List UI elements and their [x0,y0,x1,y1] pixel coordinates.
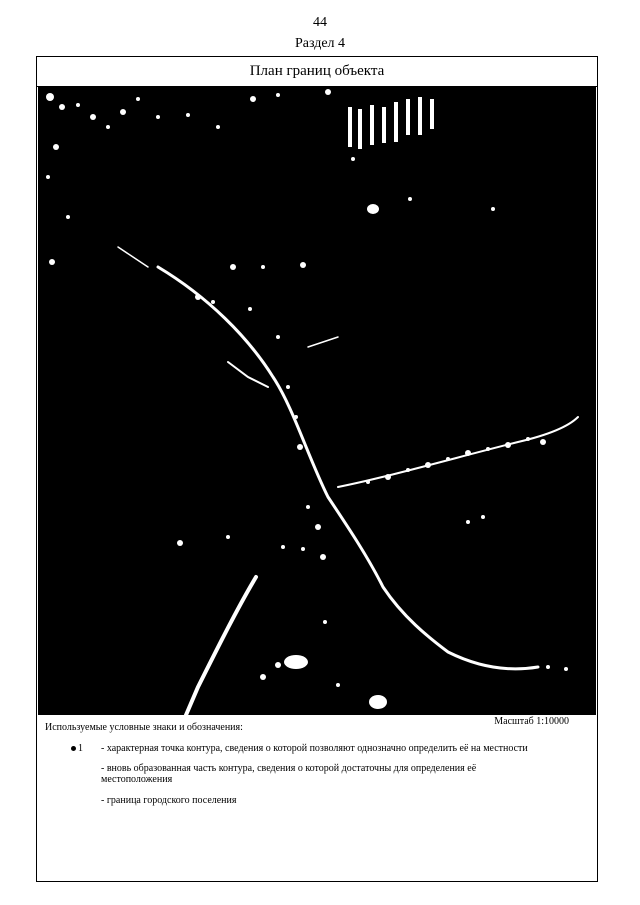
point-dot-icon [71,746,76,751]
scale-label: Масштаб 1:10000 [494,716,569,727]
map-raster [38,87,596,715]
point-marker [71,743,83,754]
legend-item-urban-boundary: - граница городского поселения [101,795,237,806]
page-number: 44 [313,15,327,30]
legend-title: Используемые условные знаки и обозначения: [45,722,243,733]
boundary-map-image [38,87,596,715]
legend-item-new-contour-part: - вновь образованная часть контура, сведения о которой достаточны для определения её местоположения [101,763,477,785]
legend-item-characteristic-point: - характерная точка контура, сведения о которой позволяют однозначно определить её на местности [101,743,528,754]
frame-title: План границ объекта [37,57,597,87]
point-marker-label: 1 [78,743,83,754]
document-frame [36,56,598,882]
section-title: Раздел 4 [294,36,346,51]
